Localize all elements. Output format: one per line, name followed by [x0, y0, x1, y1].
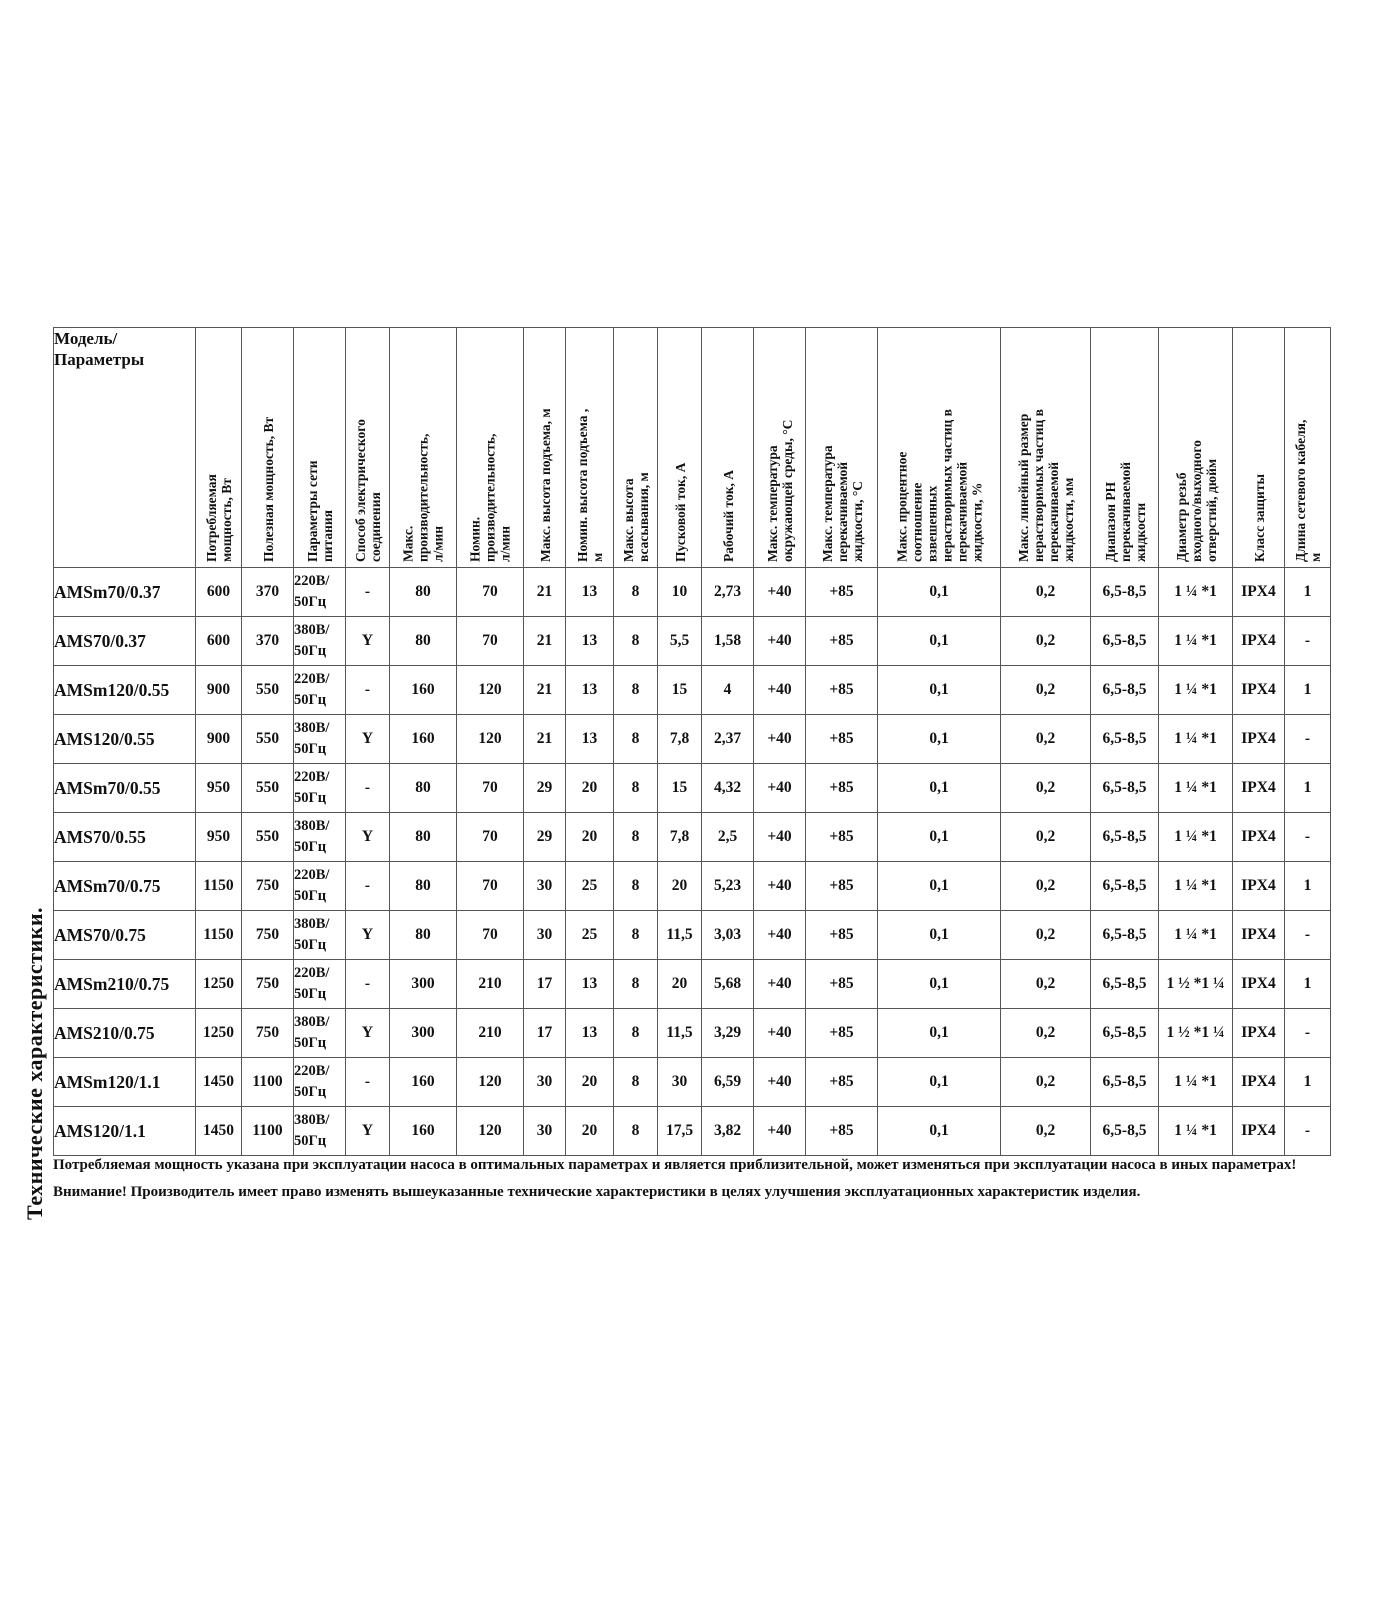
table-cell: - [1285, 813, 1331, 862]
table-cell: 8 [614, 666, 658, 715]
column-header-label: Способ электрического соединения [352, 418, 383, 562]
table-cell: 120 [457, 1107, 524, 1156]
table-cell: 1 ¼ *1 [1159, 813, 1233, 862]
table-cell: 1 ½ *1 ¼ [1159, 960, 1233, 1009]
table-cell: 0,1 [878, 617, 1001, 666]
table-cell: 0,1 [878, 1058, 1001, 1107]
column-header-label: Рабочий ток, А [720, 469, 735, 562]
column-header-label: Макс. линейный размер нерастворимых частиц в перекачиваемой жидкости, мм [1015, 408, 1076, 562]
table-cell: 1250 [196, 1009, 242, 1058]
table-cell: 1 ¼ *1 [1159, 862, 1233, 911]
table-cell: 13 [566, 666, 614, 715]
table-cell: 120 [457, 1058, 524, 1107]
table-cell: 5,23 [702, 862, 754, 911]
table-cell: 6,5-8,5 [1091, 764, 1159, 813]
table-cell: 8 [614, 1058, 658, 1107]
table-cell: 0,2 [1001, 1107, 1091, 1156]
table-cell: 0,1 [878, 911, 1001, 960]
table-cell: - [346, 666, 390, 715]
table-cell: 0,2 [1001, 617, 1091, 666]
table-cell: 2,5 [702, 813, 754, 862]
column-header [524, 328, 566, 568]
column-header-label: Диапазон PH перекачиваемой жидкости [1102, 461, 1147, 562]
table-cell: - [346, 862, 390, 911]
table-cell: 1100 [242, 1107, 294, 1156]
table-cell: 8 [614, 911, 658, 960]
table-cell: +40 [754, 764, 806, 813]
table-row [54, 862, 1331, 911]
table-cell: 1,58 [702, 617, 754, 666]
table-cell: 0,2 [1001, 1009, 1091, 1058]
table-cell: IPX4 [1233, 666, 1285, 715]
table-cell: IPX4 [1233, 862, 1285, 911]
table-cell: 2,73 [702, 568, 754, 617]
table-cell: 11,5 [658, 911, 702, 960]
table-cell: 80 [390, 862, 457, 911]
column-header-label: Класс защиты [1251, 473, 1266, 562]
table-cell: 70 [457, 911, 524, 960]
table-row [54, 617, 1331, 666]
table-cell: 70 [457, 764, 524, 813]
table-cell: 13 [566, 617, 614, 666]
table-cell: 120 [457, 666, 524, 715]
table-cell: 7,8 [658, 813, 702, 862]
notes [53, 1155, 1343, 1209]
table-cell: +85 [806, 1009, 878, 1058]
table-cell: 20 [658, 960, 702, 1009]
table-cell: 80 [390, 617, 457, 666]
column-header [1001, 328, 1091, 568]
table-cell: 30 [524, 1058, 566, 1107]
model-cell: AMS210/0.75 [54, 1009, 196, 1058]
table-cell: +40 [754, 960, 806, 1009]
table-cell: 20 [566, 813, 614, 862]
table-cell: 17 [524, 960, 566, 1009]
table-cell: 10 [658, 568, 702, 617]
column-header [702, 328, 754, 568]
table-cell: 160 [390, 715, 457, 764]
table-cell: - [1285, 1009, 1331, 1058]
table-cell: IPX4 [1233, 568, 1285, 617]
table-cell: 0,1 [878, 666, 1001, 715]
model-cell: AMS70/0.37 [54, 617, 196, 666]
table-cell: 160 [390, 1058, 457, 1107]
table-cell: 6,5-8,5 [1091, 1058, 1159, 1107]
model-cell: AMS120/0.55 [54, 715, 196, 764]
table-cell: IPX4 [1233, 715, 1285, 764]
table-cell: 1 ¼ *1 [1159, 1107, 1233, 1156]
table-cell: 0,2 [1001, 568, 1091, 617]
column-header-label: Номин. производительность, л/мин [467, 433, 513, 562]
table-cell: IPX4 [1233, 764, 1285, 813]
table-cell: 1450 [196, 1058, 242, 1107]
table-cell: +85 [806, 911, 878, 960]
table-row [54, 666, 1331, 715]
table-cell: 7,8 [658, 715, 702, 764]
table-cell: 1 [1285, 1058, 1331, 1107]
table-row [54, 1009, 1331, 1058]
column-header-label: Макс. высота подъема, м [537, 407, 552, 562]
table-cell: 0,1 [878, 715, 1001, 764]
table-cell: 1 ¼ *1 [1159, 568, 1233, 617]
note-warning: Внимание! Производитель имеет право изменять вышеуказанные технические характеристики в целях улучшения эксплуатационных характеристик изделия. [53, 1184, 1141, 1200]
table-cell: 20 [658, 862, 702, 911]
table-cell: 0,1 [878, 1107, 1001, 1156]
model-cell: AMS120/1.1 [54, 1107, 196, 1156]
table-cell: 750 [242, 960, 294, 1009]
table-cell: IPX4 [1233, 813, 1285, 862]
table-cell: +40 [754, 666, 806, 715]
table-cell: 6,5-8,5 [1091, 568, 1159, 617]
model-cell: AMSm120/1.1 [54, 1058, 196, 1107]
column-header-label: Макс. высота всасывания, м [620, 471, 651, 562]
column-header [1159, 328, 1233, 568]
table-cell: 0,2 [1001, 862, 1091, 911]
column-header-label: Макс. производительность, л/мин [400, 433, 446, 562]
column-header [196, 328, 242, 568]
table-row [54, 813, 1331, 862]
supply-cell: 220В/ 50Гц [294, 960, 346, 1009]
table-row [54, 715, 1331, 764]
table-cell: 6,5-8,5 [1091, 1107, 1159, 1156]
table-cell: 3,03 [702, 911, 754, 960]
table-cell: 13 [566, 960, 614, 1009]
table-cell: 80 [390, 568, 457, 617]
supply-cell: 380В/ 50Гц [294, 1009, 346, 1058]
table-cell: +40 [754, 1009, 806, 1058]
table-cell: 13 [566, 715, 614, 764]
table-cell: 21 [524, 617, 566, 666]
table-cell: 25 [566, 862, 614, 911]
table-cell: IPX4 [1233, 960, 1285, 1009]
table-cell: 29 [524, 764, 566, 813]
table-cell: 1250 [196, 960, 242, 1009]
table-cell: Y [346, 813, 390, 862]
supply-cell: 380В/ 50Гц [294, 617, 346, 666]
table-cell: 70 [457, 862, 524, 911]
supply-cell: 220В/ 50Гц [294, 568, 346, 617]
model-cell: AMSm70/0.75 [54, 862, 196, 911]
column-header-label: Длина сетевого кабеля, м [1292, 419, 1323, 562]
table-cell: Y [346, 1009, 390, 1058]
column-header-label: Номин. высота подъема , м [574, 408, 605, 562]
table-cell: 6,5-8,5 [1091, 666, 1159, 715]
table-cell: 550 [242, 715, 294, 764]
table-cell: Y [346, 1107, 390, 1156]
table-cell: 8 [614, 715, 658, 764]
table-cell: IPX4 [1233, 1009, 1285, 1058]
table-cell: Y [346, 911, 390, 960]
table-cell: +40 [754, 715, 806, 764]
table-cell: 1450 [196, 1107, 242, 1156]
table-cell: +40 [754, 1058, 806, 1107]
table-cell: 0,1 [878, 862, 1001, 911]
table-cell: 70 [457, 568, 524, 617]
table-cell: - [1285, 911, 1331, 960]
table-cell: 370 [242, 568, 294, 617]
table-cell: 8 [614, 1009, 658, 1058]
table-cell: 0,1 [878, 764, 1001, 813]
table-cell: - [346, 568, 390, 617]
table-cell: 600 [196, 568, 242, 617]
table-cell: 0,2 [1001, 813, 1091, 862]
table-cell: - [346, 960, 390, 1009]
table-cell: 160 [390, 1107, 457, 1156]
table-cell: 1 ¼ *1 [1159, 764, 1233, 813]
table-cell: 550 [242, 666, 294, 715]
table-cell: 6,5-8,5 [1091, 813, 1159, 862]
table-cell: 1 ¼ *1 [1159, 715, 1233, 764]
table-cell: 120 [457, 715, 524, 764]
table-cell: +40 [754, 1107, 806, 1156]
model-cell: AMSm120/0.55 [54, 666, 196, 715]
table-cell: - [346, 1058, 390, 1107]
table-cell: 0,2 [1001, 960, 1091, 1009]
column-header [658, 328, 702, 568]
table-cell: 6,5-8,5 [1091, 911, 1159, 960]
model-cell: AMSm210/0.75 [54, 960, 196, 1009]
table-cell: 210 [457, 1009, 524, 1058]
table-cell: 210 [457, 960, 524, 1009]
column-header [754, 328, 806, 568]
column-header [1091, 328, 1159, 568]
table-cell: 5,68 [702, 960, 754, 1009]
table-cell: 6,5-8,5 [1091, 617, 1159, 666]
table-cell: 1150 [196, 862, 242, 911]
table-cell: - [1285, 617, 1331, 666]
column-header [1285, 328, 1331, 568]
table-header-row [54, 328, 1331, 568]
table-cell: 6,5-8,5 [1091, 960, 1159, 1009]
table-cell: 8 [614, 568, 658, 617]
table-cell: 2,37 [702, 715, 754, 764]
table-cell: +85 [806, 764, 878, 813]
table-cell: 30 [524, 911, 566, 960]
table-cell: 13 [566, 568, 614, 617]
model-cell: AMS70/0.55 [54, 813, 196, 862]
table-cell: 1 [1285, 568, 1331, 617]
note-power: Потребляемая мощность указана при эксплуатации насоса в оптимальных параметрах и является приблизительной, может изменяться при эксплуатации насоса в иных параметрах! [53, 1157, 1297, 1173]
table-cell: +40 [754, 862, 806, 911]
table-cell: IPX4 [1233, 617, 1285, 666]
table-cell: 30 [524, 862, 566, 911]
table-cell: 1150 [196, 911, 242, 960]
column-header-label: Диаметр резьб входного/выходного отверстий, дюйм [1173, 439, 1218, 562]
column-header [1233, 328, 1285, 568]
table-cell: 6,59 [702, 1058, 754, 1107]
column-header-label: Макс. температура перекачиваемой жидкости, °С [819, 444, 864, 562]
column-header [878, 328, 1001, 568]
table-cell: 6,5-8,5 [1091, 715, 1159, 764]
table-cell: - [346, 764, 390, 813]
table-cell: 300 [390, 960, 457, 1009]
column-header [566, 328, 614, 568]
table-cell: 21 [524, 568, 566, 617]
spec-table [53, 327, 1331, 1156]
table-cell: 0,1 [878, 568, 1001, 617]
column-header [457, 328, 524, 568]
table-cell: 11,5 [658, 1009, 702, 1058]
table-cell: 750 [242, 911, 294, 960]
table-row [54, 764, 1331, 813]
table-cell: 25 [566, 911, 614, 960]
table-cell: 1100 [242, 1058, 294, 1107]
table-cell: 17 [524, 1009, 566, 1058]
column-header [242, 328, 294, 568]
table-cell: 0,1 [878, 960, 1001, 1009]
table-cell: 750 [242, 1009, 294, 1058]
table-cell: 1 ½ *1 ¼ [1159, 1009, 1233, 1058]
supply-cell: 380В/ 50Гц [294, 911, 346, 960]
table-cell: 80 [390, 813, 457, 862]
table-cell: 0,2 [1001, 1058, 1091, 1107]
column-header [294, 328, 346, 568]
table-cell: 1 [1285, 666, 1331, 715]
table-cell: 13 [566, 1009, 614, 1058]
table-row [54, 1107, 1331, 1156]
column-header-label: Полезная мощность, Вт [260, 416, 275, 562]
column-header-label: Параметры сети питания [304, 460, 335, 562]
table-cell: +85 [806, 666, 878, 715]
table-cell: 950 [196, 764, 242, 813]
table-cell: 15 [658, 764, 702, 813]
table-cell: 1 [1285, 862, 1331, 911]
table-cell: 6,5-8,5 [1091, 1009, 1159, 1058]
table-cell: 1 ¼ *1 [1159, 666, 1233, 715]
corner-header: Модель/ Параметры [54, 328, 196, 568]
side-title: Технические характеристики. [22, 906, 47, 1220]
table-cell: Y [346, 715, 390, 764]
table-row [54, 911, 1331, 960]
table-cell: 1 ¼ *1 [1159, 911, 1233, 960]
column-header [346, 328, 390, 568]
column-header-label: Макс. процентное соотношение взвешенных нерастворимых частиц в перекачиваемой жидкости, % [894, 408, 984, 562]
table-cell: +85 [806, 617, 878, 666]
table-cell: 1 ¼ *1 [1159, 617, 1233, 666]
table-cell: 550 [242, 813, 294, 862]
table-cell: 70 [457, 813, 524, 862]
table-cell: 750 [242, 862, 294, 911]
table-cell: 8 [614, 862, 658, 911]
table-cell: 4 [702, 666, 754, 715]
table-cell: 20 [566, 764, 614, 813]
table-cell: +85 [806, 862, 878, 911]
column-header [390, 328, 457, 568]
table-cell: 600 [196, 617, 242, 666]
table-cell: 1 [1285, 764, 1331, 813]
table-cell: - [1285, 715, 1331, 764]
supply-cell: 220В/ 50Гц [294, 764, 346, 813]
supply-cell: 220В/ 50Гц [294, 1058, 346, 1107]
table-row [54, 1058, 1331, 1107]
table-cell: 900 [196, 666, 242, 715]
table-cell: IPX4 [1233, 1058, 1285, 1107]
column-header-label: Потребляемая мощность, Вт [203, 473, 234, 562]
table-cell: +40 [754, 813, 806, 862]
table-cell: 8 [614, 764, 658, 813]
table-cell: 30 [658, 1058, 702, 1107]
table-cell: +85 [806, 960, 878, 1009]
table-cell: 21 [524, 715, 566, 764]
table-cell: 17,5 [658, 1107, 702, 1156]
table-cell: 0,2 [1001, 764, 1091, 813]
table-cell: 29 [524, 813, 566, 862]
table-cell: 4,32 [702, 764, 754, 813]
table-cell: 900 [196, 715, 242, 764]
table-cell: +85 [806, 1058, 878, 1107]
model-cell: AMSm70/0.37 [54, 568, 196, 617]
supply-cell: 380В/ 50Гц [294, 813, 346, 862]
table-cell: 8 [614, 960, 658, 1009]
table-cell: 70 [457, 617, 524, 666]
table-cell: 21 [524, 666, 566, 715]
table-cell: 160 [390, 666, 457, 715]
table-cell: 8 [614, 813, 658, 862]
supply-cell: 220В/ 50Гц [294, 666, 346, 715]
supply-cell: 220В/ 50Гц [294, 862, 346, 911]
table-cell: 950 [196, 813, 242, 862]
table-cell: 0,1 [878, 1009, 1001, 1058]
table-cell: Y [346, 617, 390, 666]
table-cell: 300 [390, 1009, 457, 1058]
table-cell: 0,2 [1001, 666, 1091, 715]
column-header-label: Пусковой ток, А [672, 462, 687, 562]
table-cell: 3,82 [702, 1107, 754, 1156]
table-cell: 0,2 [1001, 715, 1091, 764]
table-cell: 3,29 [702, 1009, 754, 1058]
table-row [54, 568, 1331, 617]
table-cell: 1 [1285, 960, 1331, 1009]
column-header [614, 328, 658, 568]
table-cell: IPX4 [1233, 1107, 1285, 1156]
table-cell: 30 [524, 1107, 566, 1156]
table-cell: 6,5-8,5 [1091, 862, 1159, 911]
table-cell: 0,2 [1001, 911, 1091, 960]
table-cell: +85 [806, 715, 878, 764]
table-cell: +85 [806, 568, 878, 617]
table-cell: 370 [242, 617, 294, 666]
table-cell: 15 [658, 666, 702, 715]
table-cell: 8 [614, 1107, 658, 1156]
table-cell: 20 [566, 1107, 614, 1156]
table-cell: 1 ¼ *1 [1159, 1058, 1233, 1107]
model-cell: AMSm70/0.55 [54, 764, 196, 813]
table-cell: 80 [390, 764, 457, 813]
supply-cell: 380В/ 50Гц [294, 1107, 346, 1156]
table-cell: 20 [566, 1058, 614, 1107]
table-cell: IPX4 [1233, 911, 1285, 960]
table-row [54, 960, 1331, 1009]
model-cell: AMS70/0.75 [54, 911, 196, 960]
table-cell: +85 [806, 1107, 878, 1156]
table-cell: +40 [754, 617, 806, 666]
table-cell: +40 [754, 568, 806, 617]
column-header-label: Макс. температура окружающей среды, °С [764, 419, 795, 562]
table-cell: - [1285, 1107, 1331, 1156]
table-cell: +85 [806, 813, 878, 862]
table-cell: 550 [242, 764, 294, 813]
table-cell: 80 [390, 911, 457, 960]
supply-cell: 380В/ 50Гц [294, 715, 346, 764]
table-cell: +40 [754, 911, 806, 960]
table-cell: 8 [614, 617, 658, 666]
table-cell: 5,5 [658, 617, 702, 666]
column-header [806, 328, 878, 568]
table-cell: 0,1 [878, 813, 1001, 862]
